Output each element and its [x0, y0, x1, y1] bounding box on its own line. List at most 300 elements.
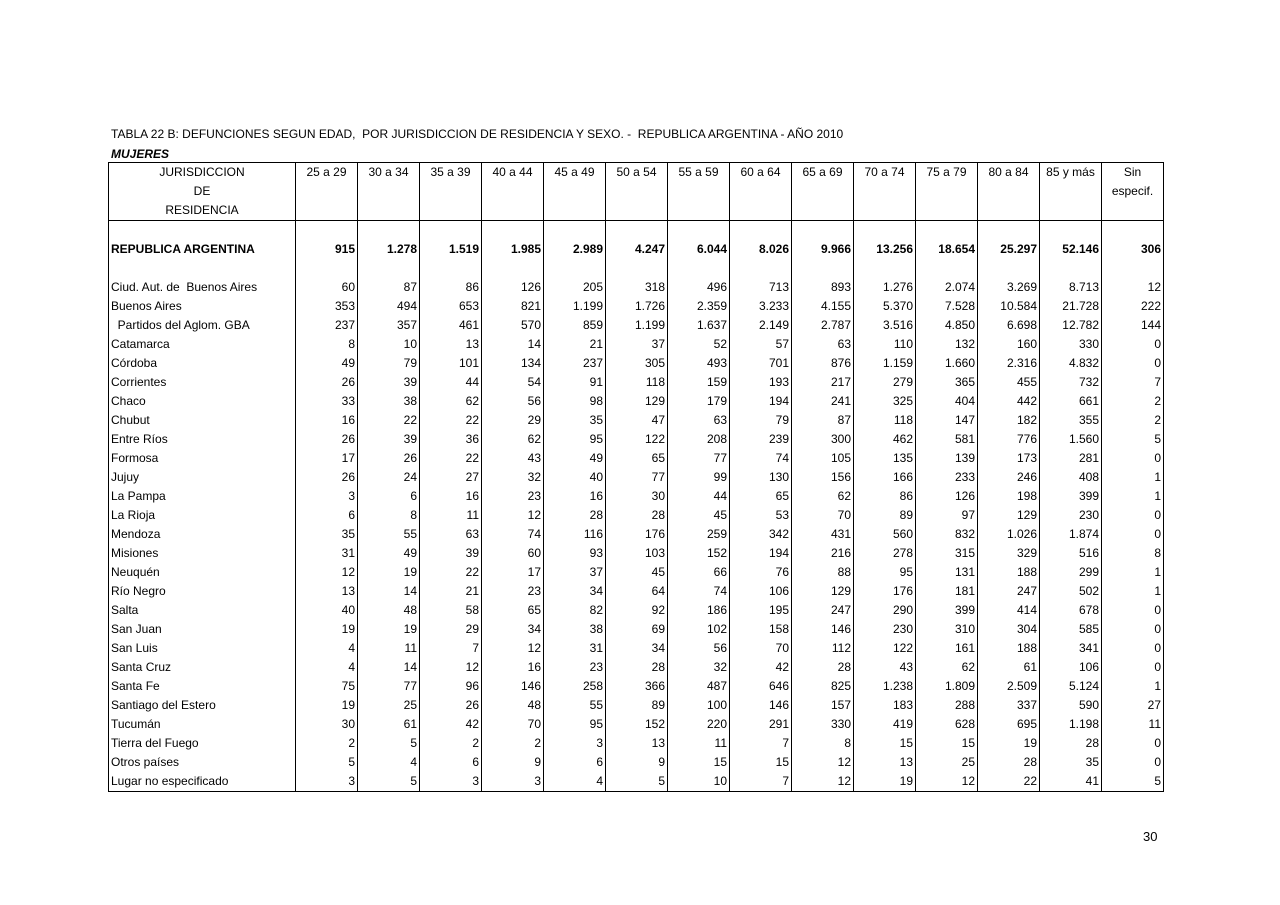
table-row	[109, 715, 1164, 734]
value-cell: 47	[606, 411, 668, 430]
value-cell: 24	[358, 468, 420, 487]
value-cell: 1.238	[854, 677, 916, 696]
value-cell: 23	[482, 487, 544, 506]
header-age-group	[544, 182, 606, 201]
value-cell: 695	[978, 715, 1040, 734]
spacer-cell	[1102, 259, 1164, 278]
value-cell: 330	[1040, 335, 1102, 354]
value-cell: 40	[296, 601, 358, 620]
value-cell: 419	[854, 715, 916, 734]
value-cell: 0	[1102, 753, 1164, 772]
value-cell: 496	[668, 278, 730, 297]
value-cell: 49	[358, 544, 420, 563]
value-cell: 10.584	[978, 297, 1040, 316]
value-cell: 455	[978, 373, 1040, 392]
value-cell: 281	[1040, 449, 1102, 468]
value-cell: 5.124	[1040, 677, 1102, 696]
value-cell: 39	[358, 430, 420, 449]
value-cell: 157	[792, 696, 854, 715]
jurisdiction-name: Catamarca	[111, 337, 170, 351]
header-age-group	[358, 182, 420, 201]
header-age-group	[854, 201, 916, 221]
value-cell: 1.278	[358, 240, 420, 259]
spacer-cell	[606, 221, 668, 241]
value-cell: 462	[854, 430, 916, 449]
value-cell: 6.044	[668, 240, 730, 259]
value-cell: 49	[544, 449, 606, 468]
value-cell: 181	[916, 582, 978, 601]
value-cell: 28	[606, 506, 668, 525]
header-age-group	[916, 201, 978, 221]
table-row	[109, 487, 1164, 506]
value-cell: 69	[606, 620, 668, 639]
value-cell: 188	[978, 563, 1040, 582]
value-cell: 77	[668, 449, 730, 468]
value-cell: 0	[1102, 506, 1164, 525]
value-cell: 89	[606, 696, 668, 715]
value-cell: 52.146	[1040, 240, 1102, 259]
value-cell: 5	[358, 734, 420, 753]
header-age-group	[606, 201, 668, 221]
value-cell: 217	[792, 373, 854, 392]
value-cell: 60	[482, 544, 544, 563]
value-cell: 198	[978, 487, 1040, 506]
header-age-group: 75 a 79	[916, 163, 978, 183]
value-cell: 300	[792, 430, 854, 449]
spacer-cell	[482, 259, 544, 278]
value-cell: 653	[420, 297, 482, 316]
header-age-group: 45 a 49	[544, 163, 606, 183]
value-cell: 30	[296, 715, 358, 734]
value-cell: 118	[854, 411, 916, 430]
header-age-group	[482, 201, 544, 221]
header-age-group	[420, 201, 482, 221]
spacer-cell	[1040, 259, 1102, 278]
value-cell: 37	[606, 335, 668, 354]
value-cell: 6.698	[978, 316, 1040, 335]
value-cell: 291	[730, 715, 792, 734]
value-cell: 135	[854, 449, 916, 468]
value-cell: 95	[544, 430, 606, 449]
value-cell: 23	[544, 658, 606, 677]
table-row	[109, 658, 1164, 677]
value-cell: 62	[916, 658, 978, 677]
value-cell: 76	[730, 563, 792, 582]
value-cell: 57	[730, 335, 792, 354]
table-title: TABLA 22 B: DEFUNCIONES SEGUN EDAD, POR JURISDICCION DE RESIDENCIA Y SEXO. - REPUBLICA ARGENTINA - AÑO 2010	[111, 127, 844, 141]
value-cell: 74	[668, 582, 730, 601]
value-cell: 2.989	[544, 240, 606, 259]
value-cell: 701	[730, 354, 792, 373]
value-cell: 39	[358, 373, 420, 392]
value-cell: 139	[916, 449, 978, 468]
value-cell: 2.074	[916, 278, 978, 297]
value-cell: 4	[296, 639, 358, 658]
value-cell: 2.316	[978, 354, 1040, 373]
value-cell: 1.560	[1040, 430, 1102, 449]
jurisdiction-name: Tucumán	[111, 717, 161, 731]
header-age-group	[730, 201, 792, 221]
spacer-row	[109, 221, 1164, 241]
value-cell: 329	[978, 544, 1040, 563]
value-cell: 35	[296, 525, 358, 544]
value-cell: 237	[544, 354, 606, 373]
jurisdiction-name: Neuquén	[111, 565, 160, 579]
value-cell: 19	[978, 734, 1040, 753]
value-cell: 28	[792, 658, 854, 677]
value-cell: 12	[420, 658, 482, 677]
value-cell: 182	[978, 411, 1040, 430]
deaths-table	[108, 162, 1164, 792]
value-cell: 0	[1102, 734, 1164, 753]
value-cell: 2.359	[668, 297, 730, 316]
value-cell: 161	[916, 639, 978, 658]
header-age-group	[1040, 201, 1102, 221]
value-cell: 176	[854, 582, 916, 601]
value-cell: 22	[420, 411, 482, 430]
value-cell: 34	[606, 639, 668, 658]
header-age-group: 35 a 39	[420, 163, 482, 183]
table-row	[109, 240, 1164, 259]
value-cell: 144	[1102, 316, 1164, 335]
table-row	[109, 753, 1164, 772]
spacer-cell	[296, 221, 358, 241]
value-cell: 34	[482, 620, 544, 639]
value-cell: 22	[978, 772, 1040, 792]
value-cell: 122	[854, 639, 916, 658]
value-cell: 36	[420, 430, 482, 449]
table-row	[109, 734, 1164, 753]
value-cell: 278	[854, 544, 916, 563]
value-cell: 13	[606, 734, 668, 753]
table-row	[109, 430, 1164, 449]
value-cell: 64	[606, 582, 668, 601]
jurisdiction-name: Corrientes	[111, 375, 167, 389]
value-cell: 442	[978, 392, 1040, 411]
page-number: 30	[1143, 829, 1158, 844]
jurisdiction-name: San Luis	[111, 641, 158, 655]
spacer-cell	[1102, 221, 1164, 241]
value-cell: 205	[544, 278, 606, 297]
value-cell: 6	[544, 753, 606, 772]
value-cell: 28	[544, 506, 606, 525]
value-cell: 19	[296, 620, 358, 639]
value-cell: 25.297	[978, 240, 1040, 259]
value-cell: 237	[296, 316, 358, 335]
value-cell: 45	[606, 563, 668, 582]
spacer-cell	[296, 259, 358, 278]
header-age-group: 65 a 69	[792, 163, 854, 183]
value-cell: 7	[420, 639, 482, 658]
value-cell: 357	[358, 316, 420, 335]
spacer-cell	[1040, 221, 1102, 241]
value-cell: 33	[296, 392, 358, 411]
value-cell: 61	[358, 715, 420, 734]
value-cell: 16	[544, 487, 606, 506]
value-cell: 628	[916, 715, 978, 734]
value-cell: 87	[792, 411, 854, 430]
header-row	[109, 201, 1164, 221]
value-cell: 310	[916, 620, 978, 639]
value-cell: 26	[296, 373, 358, 392]
jurisdiction-name: Santa Cruz	[111, 660, 172, 674]
value-cell: 1.026	[978, 525, 1040, 544]
value-cell: 89	[854, 506, 916, 525]
value-cell: 132	[916, 335, 978, 354]
spacer-cell	[854, 221, 916, 241]
value-cell: 342	[730, 525, 792, 544]
value-cell: 216	[792, 544, 854, 563]
table-row	[109, 468, 1164, 487]
value-cell: 8.026	[730, 240, 792, 259]
value-cell: 355	[1040, 411, 1102, 430]
value-cell: 88	[792, 563, 854, 582]
value-cell: 18.654	[916, 240, 978, 259]
value-cell: 17	[482, 563, 544, 582]
value-cell: 3	[296, 487, 358, 506]
value-cell: 55	[358, 525, 420, 544]
spacer-cell	[668, 259, 730, 278]
value-cell: 2	[1102, 411, 1164, 430]
value-cell: 14	[358, 582, 420, 601]
spacer-cell	[854, 259, 916, 278]
jurisdiction-name: Santa Fe	[111, 679, 160, 693]
spacer-cell	[978, 221, 1040, 241]
value-cell: 31	[296, 544, 358, 563]
spacer-cell	[109, 221, 296, 241]
value-cell: 1.874	[1040, 525, 1102, 544]
jurisdiction-name: Chaco	[111, 394, 146, 408]
value-cell: 93	[544, 544, 606, 563]
value-cell: 43	[854, 658, 916, 677]
table-row	[109, 772, 1164, 792]
value-cell: 305	[606, 354, 668, 373]
spacer-cell	[420, 259, 482, 278]
value-cell: 220	[668, 715, 730, 734]
jurisdiction-name: Córdoba	[111, 356, 158, 370]
value-cell: 43	[482, 449, 544, 468]
value-cell: 118	[606, 373, 668, 392]
header-age-group	[1040, 182, 1102, 201]
value-cell: 1.199	[544, 297, 606, 316]
value-cell: 62	[420, 392, 482, 411]
value-cell: 116	[544, 525, 606, 544]
value-cell: 126	[482, 278, 544, 297]
header-age-group	[358, 201, 420, 221]
value-cell: 86	[420, 278, 482, 297]
value-cell: 230	[1040, 506, 1102, 525]
value-cell: 12	[1102, 278, 1164, 297]
value-cell: 12	[916, 772, 978, 792]
jurisdiction-name: Buenos Aires	[111, 299, 182, 313]
value-cell: 21	[544, 335, 606, 354]
value-cell: 19	[358, 620, 420, 639]
value-cell: 126	[916, 487, 978, 506]
value-cell: 166	[854, 468, 916, 487]
value-cell: 502	[1040, 582, 1102, 601]
value-cell: 70	[730, 639, 792, 658]
value-cell: 404	[916, 392, 978, 411]
value-cell: 3	[420, 772, 482, 792]
value-cell: 732	[1040, 373, 1102, 392]
value-cell: 95	[544, 715, 606, 734]
value-cell: 5.370	[854, 297, 916, 316]
value-cell: 129	[792, 582, 854, 601]
jurisdiction-name: Partidos del Aglom. GBA	[111, 318, 250, 332]
value-cell: 0	[1102, 639, 1164, 658]
spacer-cell	[792, 221, 854, 241]
value-cell: 15	[854, 734, 916, 753]
value-cell: 19	[854, 772, 916, 792]
value-cell: 461	[420, 316, 482, 335]
table-row	[109, 449, 1164, 468]
value-cell: 32	[668, 658, 730, 677]
value-cell: 399	[916, 601, 978, 620]
header-age-group	[978, 182, 1040, 201]
value-cell: 233	[916, 468, 978, 487]
value-cell: 408	[1040, 468, 1102, 487]
value-cell: 173	[978, 449, 1040, 468]
header-age-group: 40 a 44	[482, 163, 544, 183]
value-cell: 1.985	[482, 240, 544, 259]
value-cell: 6	[358, 487, 420, 506]
value-cell: 19	[296, 696, 358, 715]
value-cell: 4	[544, 772, 606, 792]
value-cell: 366	[606, 677, 668, 696]
value-cell: 414	[978, 601, 1040, 620]
value-cell: 3	[482, 772, 544, 792]
value-cell: 28	[978, 753, 1040, 772]
value-cell: 1	[1102, 563, 1164, 582]
value-cell: 9	[482, 753, 544, 772]
value-cell: 77	[606, 468, 668, 487]
value-cell: 3	[296, 772, 358, 792]
value-cell: 156	[792, 468, 854, 487]
value-cell: 16	[482, 658, 544, 677]
value-cell: 0	[1102, 449, 1164, 468]
value-cell: 4.832	[1040, 354, 1102, 373]
table-row	[109, 601, 1164, 620]
value-cell: 195	[730, 601, 792, 620]
value-cell: 821	[482, 297, 544, 316]
value-cell: 8	[1102, 544, 1164, 563]
value-cell: 147	[916, 411, 978, 430]
value-cell: 4	[358, 753, 420, 772]
value-cell: 1	[1102, 677, 1164, 696]
value-cell: 58	[420, 601, 482, 620]
value-cell: 876	[792, 354, 854, 373]
value-cell: 26	[296, 468, 358, 487]
value-cell: 230	[854, 620, 916, 639]
value-cell: 239	[730, 430, 792, 449]
value-cell: 2.509	[978, 677, 1040, 696]
value-cell: 35	[544, 411, 606, 430]
value-cell: 103	[606, 544, 668, 563]
value-cell: 494	[358, 297, 420, 316]
value-cell: 27	[1102, 696, 1164, 715]
spacer-cell	[668, 221, 730, 241]
header-age-group	[296, 201, 358, 221]
value-cell: 49	[296, 354, 358, 373]
jurisdiction-name: Chubut	[111, 413, 150, 427]
value-cell: 365	[916, 373, 978, 392]
table-row	[109, 620, 1164, 639]
value-cell: 1	[1102, 487, 1164, 506]
value-cell: 63	[668, 411, 730, 430]
table-row	[109, 677, 1164, 696]
value-cell: 188	[978, 639, 1040, 658]
value-cell: 186	[668, 601, 730, 620]
table-row	[109, 525, 1164, 544]
header-unspecified	[1102, 201, 1164, 221]
value-cell: 179	[668, 392, 730, 411]
value-cell: 131	[916, 563, 978, 582]
header-age-group: 25 a 29	[296, 163, 358, 183]
value-cell: 101	[420, 354, 482, 373]
value-cell: 122	[606, 430, 668, 449]
value-cell: 208	[668, 430, 730, 449]
value-cell: 193	[730, 373, 792, 392]
value-cell: 32	[482, 468, 544, 487]
value-cell: 290	[854, 601, 916, 620]
value-cell: 12	[482, 639, 544, 658]
value-cell: 63	[792, 335, 854, 354]
jurisdiction-name: La Rioja	[111, 508, 156, 522]
value-cell: 1.159	[854, 354, 916, 373]
value-cell: 15	[916, 734, 978, 753]
header-row	[109, 163, 1164, 183]
value-cell: 1.637	[668, 316, 730, 335]
header-age-group	[730, 182, 792, 201]
value-cell: 299	[1040, 563, 1102, 582]
value-cell: 646	[730, 677, 792, 696]
value-cell: 92	[606, 601, 668, 620]
header-age-group: 70 a 74	[854, 163, 916, 183]
value-cell: 16	[296, 411, 358, 430]
header-unspecified: especif.	[1102, 182, 1164, 201]
spacer-cell	[544, 259, 606, 278]
value-cell: 5	[358, 772, 420, 792]
value-cell: 15	[730, 753, 792, 772]
spacer-row	[109, 259, 1164, 278]
value-cell: 21	[420, 582, 482, 601]
value-cell: 315	[916, 544, 978, 563]
value-cell: 279	[854, 373, 916, 392]
value-cell: 42	[420, 715, 482, 734]
table-row	[109, 392, 1164, 411]
spacer-cell	[730, 221, 792, 241]
value-cell: 44	[668, 487, 730, 506]
value-cell: 915	[296, 240, 358, 259]
value-cell: 21.728	[1040, 297, 1102, 316]
value-cell: 74	[730, 449, 792, 468]
jurisdiction-name: Lugar no especificado	[111, 774, 229, 788]
spacer-cell	[420, 221, 482, 241]
value-cell: 53	[730, 506, 792, 525]
value-cell: 17	[296, 449, 358, 468]
value-cell: 56	[482, 392, 544, 411]
header-age-group	[296, 182, 358, 201]
value-cell: 0	[1102, 525, 1164, 544]
value-cell: 28	[606, 658, 668, 677]
value-cell: 38	[358, 392, 420, 411]
value-cell: 159	[668, 373, 730, 392]
spacer-cell	[358, 259, 420, 278]
table-row	[109, 639, 1164, 658]
jurisdiction-name: San Juan	[111, 622, 162, 636]
value-cell: 7.528	[916, 297, 978, 316]
value-cell: 1	[1102, 468, 1164, 487]
